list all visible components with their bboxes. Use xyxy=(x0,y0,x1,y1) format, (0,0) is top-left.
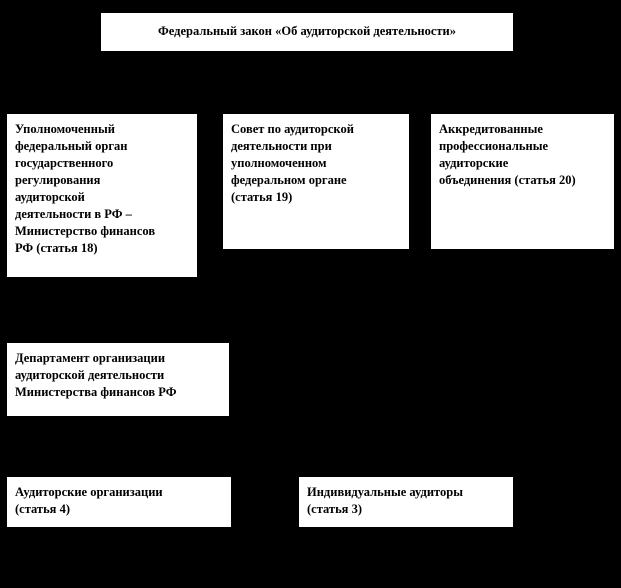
node-line: (статья 3) xyxy=(307,502,362,516)
node-line: Совет по аудиторской xyxy=(231,122,354,136)
node-line: деятельности при xyxy=(231,139,332,153)
node-line: Индивидуальные аудиторы xyxy=(307,485,463,499)
node-federal-law xyxy=(100,12,514,52)
node-line: федеральном органе xyxy=(231,173,347,187)
node-line: Аккредитованные xyxy=(439,122,543,136)
node-line: Уполномоченный xyxy=(15,122,115,136)
node-line: уполномоченном xyxy=(231,156,327,170)
node-line: государственного xyxy=(15,156,114,170)
node-line: Министерство финансов xyxy=(15,224,156,238)
node-line: аудиторской xyxy=(15,190,85,204)
node-line: аудиторские xyxy=(439,156,509,170)
node-individual-auditors xyxy=(298,476,514,528)
node-line: регулирования xyxy=(15,173,101,187)
node-line: деятельности в РФ – xyxy=(15,207,132,221)
node-authorized-body xyxy=(6,113,198,278)
node-line: Министерства финансов РФ xyxy=(15,385,177,399)
node-line: (статья 19) xyxy=(231,190,293,204)
node-line: Аудиторские организации xyxy=(15,485,163,499)
node-line: (статья 4) xyxy=(15,502,70,516)
node-line: РФ (статья 18) xyxy=(15,241,98,255)
node-line: Департамент организации xyxy=(15,351,166,365)
node-line: Федеральный закон «Об аудиторской деятельности» xyxy=(158,24,456,38)
node-audit-organizations xyxy=(6,476,232,528)
node-department xyxy=(6,342,230,417)
node-line: профессиональные xyxy=(439,139,548,153)
node-audit-council xyxy=(222,113,410,250)
node-line: объединения (статья 20) xyxy=(439,173,576,187)
node-line: федеральный орган xyxy=(15,139,128,153)
node-accredited-associations xyxy=(430,113,615,250)
node-line: аудиторской деятельности xyxy=(15,368,165,382)
